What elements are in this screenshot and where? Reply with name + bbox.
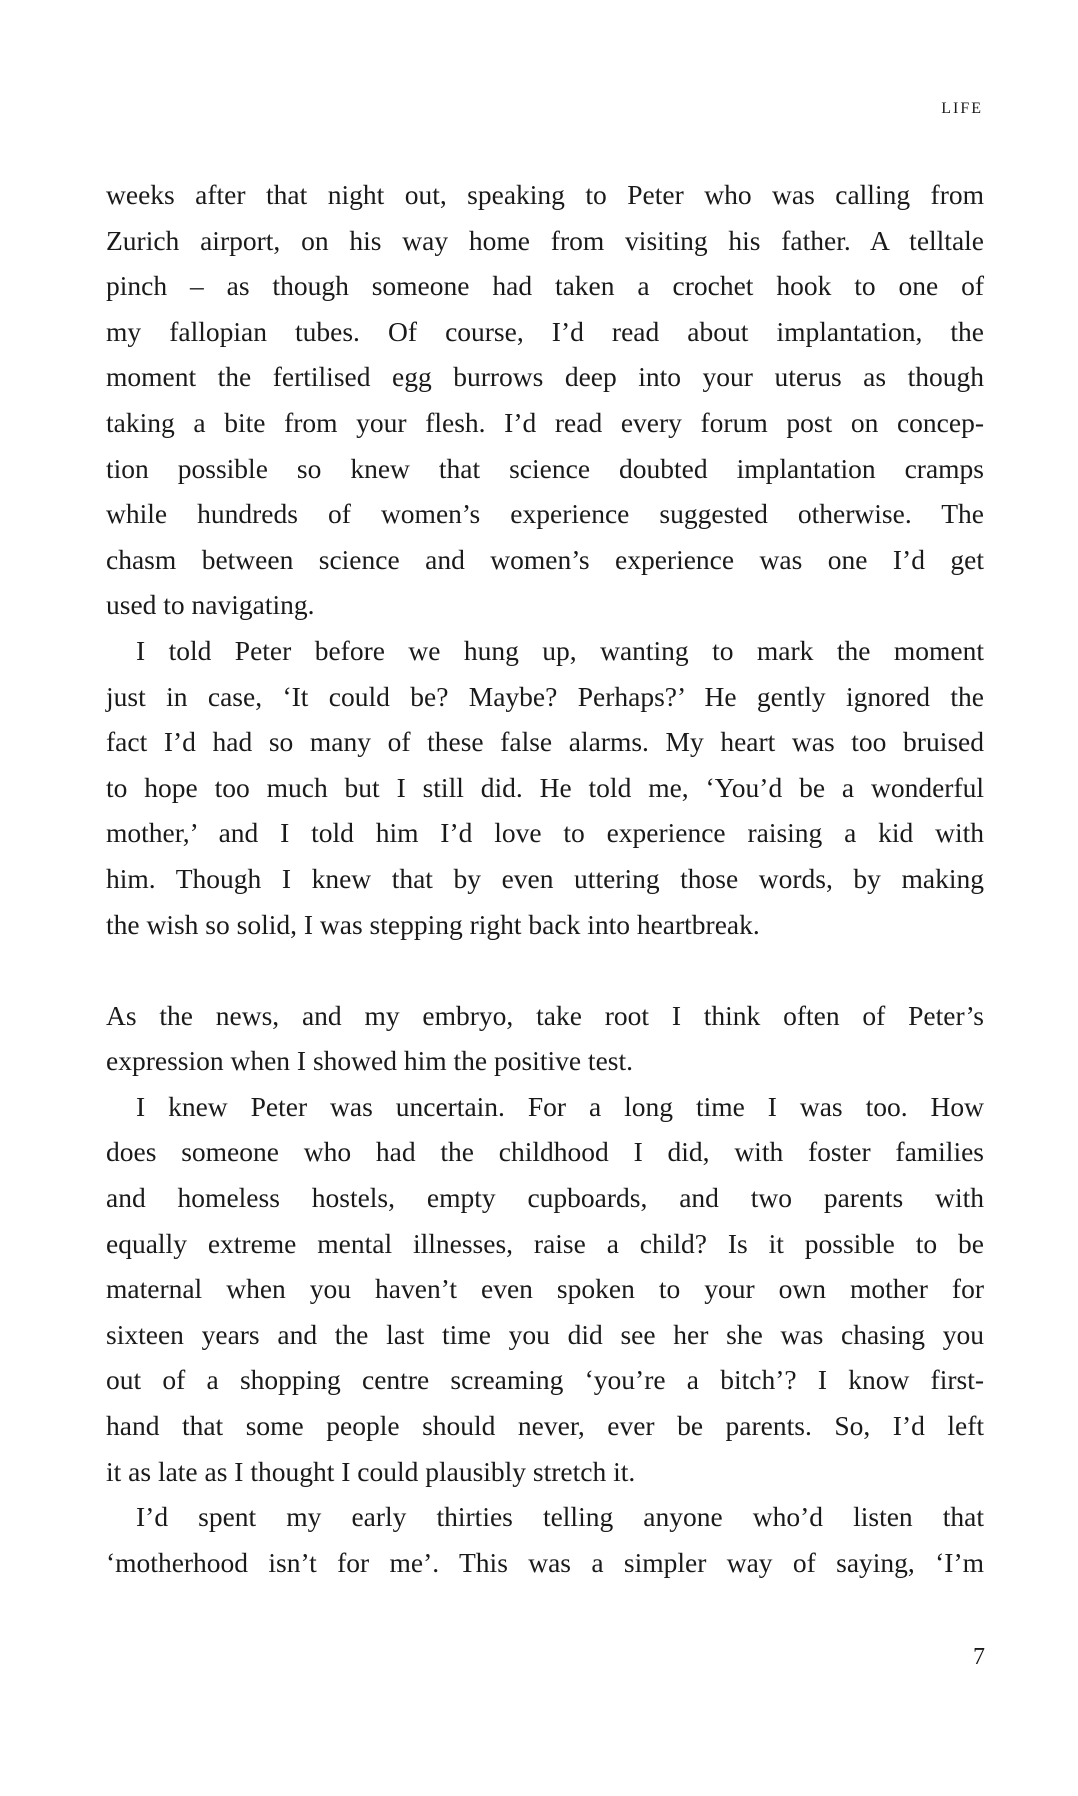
running-head: LIFE — [941, 100, 983, 117]
paragraph — [106, 1084, 984, 1494]
text-line: I’d spent my early thirties telling anyone who’d listen that — [136, 1501, 984, 1533]
section-break — [106, 947, 984, 993]
paragraph — [106, 172, 984, 628]
text-line: sixteen years and the last time you did see her she was chasing you — [106, 1318, 984, 1350]
text-line: As the news, and my embryo, take root I think often of Peter’s — [106, 999, 984, 1031]
text-line: him. Though I knew that by even uttering those words, by making — [106, 862, 984, 894]
text-line: I told Peter before we hung up, wanting to mark the moment — [136, 634, 984, 666]
text-line: I knew Peter was uncertain. For a long time I was too. How — [136, 1090, 984, 1122]
text-line: chasm between science and women’s experience was one I’d get — [106, 543, 984, 575]
text-line: while hundreds of women’s experience suggested otherwise. The — [106, 498, 984, 530]
text-line: moment the fertilised egg burrows deep into your uterus as though — [106, 361, 984, 393]
page-number: 7 — [973, 1644, 985, 1670]
text-line: fact I’d had so many of these false alarms. My heart was too bruised — [106, 726, 984, 758]
text-line: mother,’ and I told him I’d love to experience raising a kid with — [106, 817, 984, 849]
text-line: ‘motherhood isn’t for me’. This was a simpler way of saying, ‘I’m — [106, 1546, 984, 1578]
text-line: just in case, ‘It could be? Maybe? Perhaps?’ He gently ignored the — [106, 680, 984, 712]
text-line: expression when I showed him the positive test. — [106, 1045, 633, 1077]
paragraph — [106, 628, 984, 947]
text-line: taking a bite from your flesh. I’d read every forum post on concep- — [106, 406, 984, 438]
paragraph — [106, 1494, 984, 1585]
text-line: my fallopian tubes. Of course, I’d read about implantation, the — [106, 315, 984, 347]
text-line: maternal when you haven’t even spoken to your own mother for — [106, 1273, 984, 1305]
text-line: Zurich airport, on his way home from visiting his father. A telltale — [106, 224, 984, 256]
text-line: hand that some people should never, ever be parents. So, I’d left — [106, 1410, 984, 1442]
text-line: pinch – as though someone had taken a crochet hook to one of — [106, 270, 984, 302]
text-line: tion possible so knew that science doubted implantation cramps — [106, 452, 984, 484]
text-line: used to navigating. — [106, 589, 315, 621]
text-line: out of a shopping centre screaming ‘you’re a bitch’? I know first- — [106, 1364, 984, 1396]
text-line: the wish so solid, I was stepping right back into heartbreak. — [106, 908, 760, 940]
text-line: it as late as I thought I could plausibly stretch it. — [106, 1455, 636, 1487]
text-line: does someone who had the childhood I did, with foster families — [106, 1136, 984, 1168]
text-line: and homeless hostels, empty cupboards, and two parents with — [106, 1182, 984, 1214]
text-line: equally extreme mental illnesses, raise a child? Is it possible to be — [106, 1227, 984, 1259]
text-line: to hope too much but I still did. He told me, ‘You’d be a wonderful — [106, 771, 984, 803]
text-line: weeks after that night out, speaking to Peter who was calling from — [106, 179, 984, 210]
body-text — [106, 172, 984, 1585]
paragraph — [106, 993, 984, 1084]
